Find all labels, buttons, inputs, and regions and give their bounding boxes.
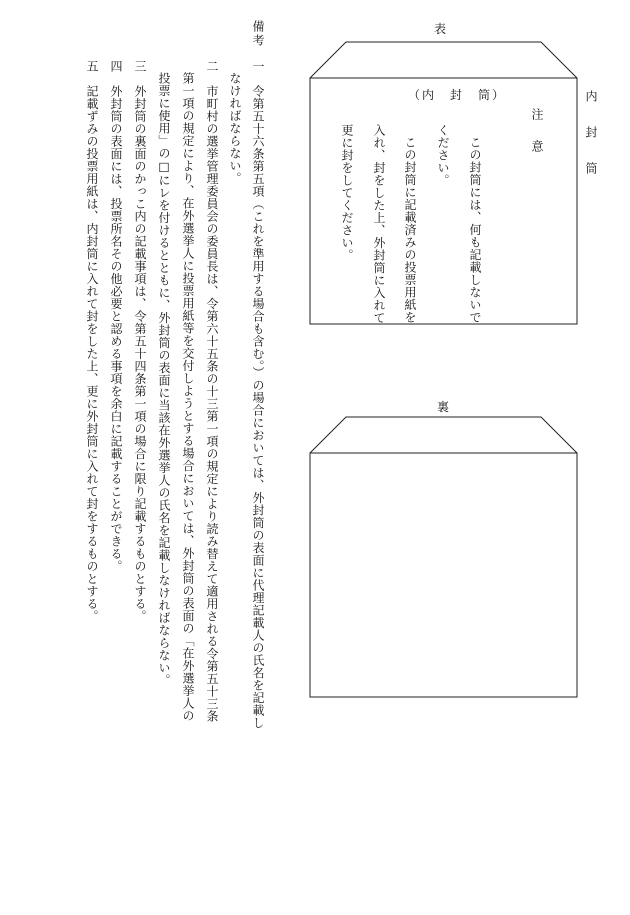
back-envelope-flap <box>310 417 577 453</box>
remark-line-8: 五 記載ずみの投票用紙は、内封筒に入れて封をした上、更に外封筒に入れて封をするものとする。 <box>85 60 99 623</box>
notice-line-3: この封筒に記載済みの投票用紙を <box>403 136 417 324</box>
remarks-title: 備考 <box>251 20 265 48</box>
front-label: 表 <box>434 22 447 36</box>
remark-line-5: 投票に使用」の□にレを付けるとともに、外封筒の表面に当該在外選挙人の氏名を記載しなければならない。 <box>157 72 171 687</box>
remark-line-6: 三 外封筒の裏面のかっこ内の記載事項は、令第五十四条第一項の場合に限り記載するものとする。 <box>133 60 147 623</box>
notice-line-4: 入れ、封をした上、外封筒に入れて <box>372 124 386 324</box>
notice-line-1: この封筒には、何も記載しないで <box>468 136 482 324</box>
remark-line-2: なければならない。 <box>228 72 242 185</box>
remark-line-1: 一 令第五十六条第五項（これを準用する場合も含む。）の場合においては、外封筒の表面に代理記載人の氏名を記載し <box>251 60 265 729</box>
back-label: 裏 <box>437 400 450 414</box>
inner-envelope-label: （内 封 筒） <box>408 88 507 102</box>
notice-line-2: ください。 <box>436 124 450 187</box>
remark-line-4: 第一項の規定により、在外選挙人に投票用紙等を交付しようとする場合においては、外封筒の表面の「在外選挙人の <box>181 72 195 722</box>
notice-title: 注 意 <box>530 108 544 156</box>
back-envelope-body <box>310 453 577 697</box>
inner-envelope-side-label: 内 封 筒 <box>584 90 598 180</box>
remark-line-7: 四 外封筒の表面には、投票所名その他必要と認める事項を余白に記載することができる。 <box>109 60 123 573</box>
front-envelope-flap <box>310 42 577 78</box>
remark-line-3: 二 市町村の選挙管理委員会の委員長は、令第六十五条の十三第一項の規定により読み替えて適用される令第五十三条 <box>205 60 219 723</box>
notice-line-5: 更に封をしてください。 <box>340 124 354 262</box>
